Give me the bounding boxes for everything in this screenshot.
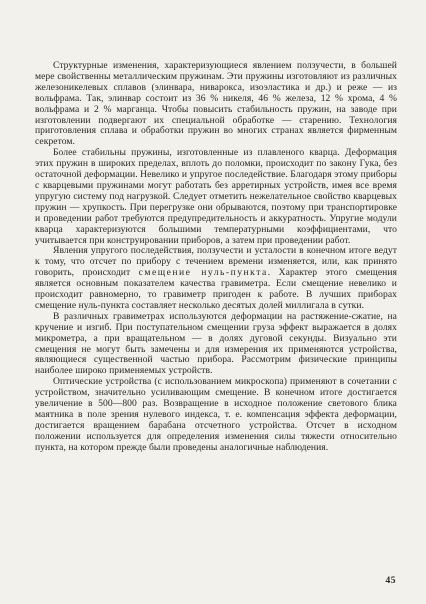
emphasized-term: смещение нуль-пункта: [138, 267, 268, 279]
body-text: [35, 61, 397, 454]
paragraph-text: Структурные изменения, характеризующиеся явлением ползучести, в большей мере свойственны металлическим пружинам. Эти пружины изготовляют из различных железоникелевых сплавов (элинвара, ниварокса, изоэластика и др.) и реже — из вольфрама. Так, элинвар состоит из 36 % никеля, 46 % железа, 12 % хрома, 4 % вольфрама и 2 % марганца. Чтобы повысить стабильность пружин, на заводе при изготовлении подвергают их специальной обработке — старению. Технология приготовления сплава и обработки пружин во многих странах является фирменным секретом.: [35, 60, 397, 148]
paragraph-5: [35, 377, 397, 453]
paragraph-text: Явления упругого последействия, ползучести и усталости в конечном итоге ведут к тому, что отсчет по прибору с течением времени изменяется, или, как принято говорить, происходит: [35, 245, 397, 279]
paragraph-text: Более стабильны пружины, изготовленные из плавленого кварца. Деформация этих пружин в широких пределах, вплоть до поломки, происходит по закону Гука, без остаточной деформации. Невелико и упругое последействие. Благодаря этому приборы с кварцевыми пружинами могут работать без арретирных устройств, имея все время упругую систему под нагрузкой. Следует отметить нежелательное свойство кварцевых пружин — хрупкость. При перегрузке они обрываются, поэтому при транспортировке и проведении работ требуются предупредительность и аккуратность. Упругие модули кварца характеризуются большими температурными коэффициентами, что учитывается при конструировании приборов, а затем при проведении работ.: [35, 147, 397, 246]
paragraph-3: [35, 246, 397, 311]
paragraph-text: В различных гравиметрах используются деформации на растяжение-сжатие, на кручение и изгиб. При поступательном смещении груза эффект выражается в долях микрометра, а при вращательном — в долях дуговой секунды. Визуально эти смещения не могут быть замечены и для измерения их применяются устройства, являющиеся существенной частью прибора. Рассмотрим физические принципы наиболее широко применяемых устройств.: [35, 310, 397, 377]
paragraph-4: [35, 312, 397, 377]
paragraph-1: [35, 61, 397, 148]
page-number: 45: [385, 576, 396, 586]
paragraph-text: . Характер этого смещения является основным показателем качества гравиметра. Если смещение невелико и происходит равномерно, то гравиметр пригоден к работе. В лучших приборах смещение нуль-пункта составляет несколько десятых долей миллигала в сутки.: [35, 267, 397, 311]
paragraph-2: [35, 148, 397, 246]
paragraph-text: Оптические устройства (с использованием микроскопа) применяют в сочетании с устройством, значительно усиливающим смещение. В конечном итоге достигается увеличение в 500—800 раз. Возвращение в исходное положение светового блика маятника в поле зрения нулевого индекса, т. е. компенсация эффекта деформации, достигается вращением барабана отсчетного устройства. Отсчет в исходном положении используется для определения изменения силы тяжести относительно пункта, на котором прежде были проведены аналогичные наблюдения.: [35, 376, 397, 453]
